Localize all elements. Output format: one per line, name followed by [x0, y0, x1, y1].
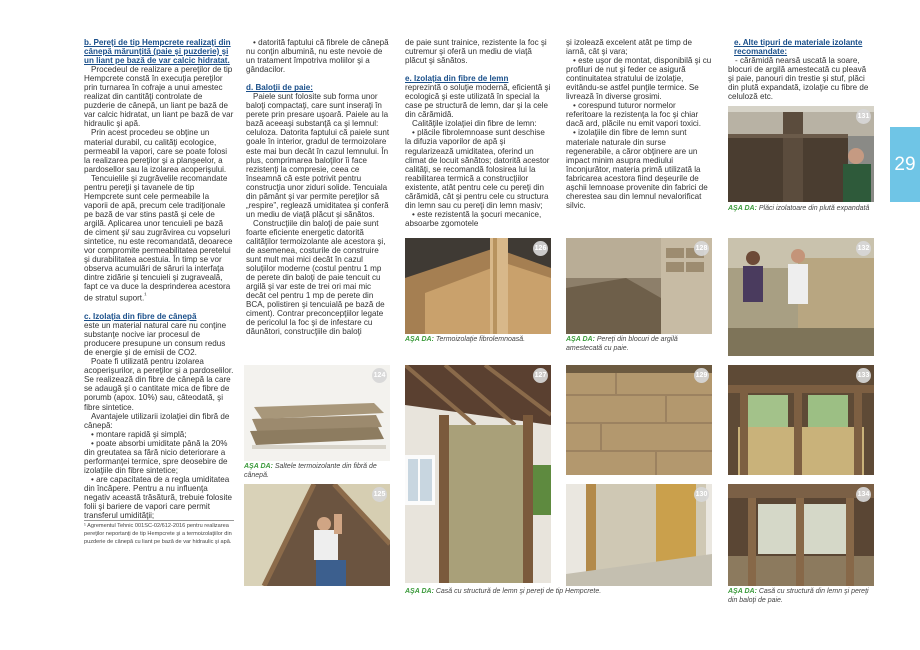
bullet-item: • montare rapidă şi simplă; — [91, 429, 187, 439]
installing-insulation-photo-image — [244, 484, 390, 586]
photo-hempcrete-texture — [566, 365, 712, 475]
footnote-marker: ¹ — [144, 292, 147, 300]
caption-label: AŞA DA: — [566, 336, 595, 343]
paragraph: Poate fi utilizată pentru izolarea acoperişurilor, a pereţilor şi a pardoselilor. Se realizează din fibre de cânepă la care se adaugă şi o cantitate mica de fibre de porumb (apox. 10%) sau, câteodată, şi fibre sintetice. — [84, 357, 234, 412]
photo-number-badge: 130 — [694, 487, 709, 502]
paragraph: este un material natural care nu conţine substanţe nocive iar procesul de producere presupune un consum redus de energie şi de emisii de CO2. — [84, 321, 227, 358]
caption-text: Casă cu structură de lemn şi pereţi de tip Hempcrete. — [435, 588, 602, 595]
caption-text: Plăci izolatoare din plută expandată — [758, 205, 870, 212]
heading-wood-fibre: e. Izolaţia din fibre de lemn — [405, 74, 509, 84]
caption-label: AŞA DA: — [728, 588, 757, 595]
bullet-item: • corespund tuturor normelor referitoare la rezistenţa la foc şi chiar dacă ard, plăcile nu emit vapori toxici. — [566, 101, 701, 129]
bullet-item: • izolaţiile din fibre de lemn sunt materiale naturale din surse regenerabile, a căror obţinere are un impact minim asupra mediului înconjurător, materia primă utilizată la fabricarea acestora fiind deşeurile de aşchii lemnoase provenite din fabrici de cherestea sau din lemnul nevalorificat silvic. — [566, 128, 708, 210]
paragraph-text: Tencuielile şi zugrăvelile recomandate pentru pereţii şi tavanele de tip Hempcrete sunt cele permeabile la vaporii de apă, precum cele tradiţionale pe bază de var stins pastă şi cele de argilă. Aplicarea unor tencuieli pe bază de ciment şi/ sau zugrăvirea cu vopseluri sintetice, nu este recomandată, deoarece vor compromite permeabilitatea peretelui şi durabilitatea acestuia. În timp se vor observa acumulări de săruri la interfaţa dintre zidărie şi tencuieli şi zugraveală, fapt ce va duce la desprinderea acestora de stratul suport. — [84, 173, 233, 303]
photo-straw-workers — [728, 238, 874, 356]
bullet-item: • este rezistentă la şocuri mecanice, absoarbe zgomotele — [405, 209, 542, 228]
text-column-2 — [246, 38, 392, 337]
heading-straw-bales: d. Baloţii de paie: — [246, 83, 314, 93]
photo-cork-insulation — [728, 106, 874, 202]
clay-blocks-photo-image — [566, 238, 712, 334]
heading-hempcrete: b. Pereţi de tip Hempcrete realizaţi din cânepă mărunţită (paie şi puzderie) şi un liant pe bază de var calcic hidratat. — [84, 38, 231, 66]
paragraph: şi izolează excelent atât pe timp de iarnă, cât şi vara; — [566, 38, 692, 57]
bullet-item: • are capacitatea de a regla umiditatea din încăpere. Pentru a nu influenţa negativ această trăsătură, trebuie folosite folii şi bariere de vapori care permit transferul umidităţii; — [84, 474, 233, 521]
bullet-item: • datorită faptului că fibrele de cânepă nu conţin albumină, nu este nevoie de un tratament împotriva moliilor şi a gândacilor. — [246, 38, 389, 75]
paragraph: de paie sunt trainice, rezistente la foc şi cutremur şi oferă un mediu de viaţă plăcut şi sănătos. — [405, 38, 547, 66]
photo-number-badge: 127 — [533, 368, 548, 383]
photo-number-badge: 129 — [694, 368, 709, 383]
caption-label: AŞA DA: — [405, 588, 434, 595]
photo-timber-straw-house — [728, 484, 874, 586]
page-number: 29 — [894, 153, 916, 175]
page-number-tab — [890, 127, 920, 202]
photo-timber-hempcrete — [566, 484, 712, 586]
heading-other-materials: e. Alte tipuri de materiale izolante recomandate: — [734, 38, 863, 57]
photo-number-badge: 125 — [372, 487, 387, 502]
photo-number-badge: 132 — [856, 241, 871, 256]
photo-number-badge: 128 — [694, 241, 709, 256]
paragraph: Paiele sunt folosite sub forma unor baloţi compactaţi, care sunt inseraţi în perete prin presare uşoară. Paiele au la bază aceeaşi substanţă ca şi lemnul: celuloza. Datorita faptului că paiele sunt goale în interior, gradul de termoizolare este mai bun decât în cazul lemnului. În plus, comprimarea baloţilor îi face rezistenţi la compresie, ceea ce înseamnă că este potrivit pentru construcţia unor ziduri solide. Tencuiala din pământ şi var permite pereţilor să „respire”, reglează umiditatea şi conferă un mediu de viaţă plăcut şi sănătos. — [246, 92, 390, 219]
footnote: ¹ Agrementul Tehnic 001SC-02/612-2016 pentru realizarea pereţilor neportanţi de tip Hempcrete şi a termoizolaţiilor din puzderie de cânepă cu liant pe bază de var hidraulic şi apă. — [84, 520, 234, 546]
photo-hempcrete-wall — [405, 365, 551, 583]
heading-hemp-fibre: c. Izolaţia din fibre de cânepă — [84, 312, 197, 322]
caption-text: Pereţi din blocuri de argilă amestecată cu paie. — [566, 336, 678, 352]
caption-label: AŞA DA: — [405, 336, 434, 343]
caption-label: AŞA DA: — [728, 205, 757, 212]
paragraph: Calităţile izolaţiei din fibre de lemn: — [412, 119, 537, 129]
text-column-5 — [728, 38, 874, 101]
hempcrete-wall-photo-image — [405, 365, 551, 583]
photo-wood-fibre — [405, 238, 551, 334]
photo-straw-bale-frame — [728, 365, 874, 475]
workers-photo-image — [728, 238, 874, 356]
paragraph — [84, 174, 234, 303]
caption-clay-blocks — [566, 336, 712, 353]
paragraph: Avantajele utilizarii izolaţiei din fibră de cânepă: — [84, 411, 230, 430]
photo-clay-blocks — [566, 238, 712, 334]
caption-timber-hempcrete — [405, 588, 715, 597]
bullet-item: • plăcile fibrolemnoase sunt deschise la difuzia vaporilor de apă şi regularizează umiditatea, oferind un climat de locuit sănătos; datorită acestor calităţi, se recomandă folosirea lui la reabilitarea termică a construcţiilor existente, atât pentru cele cu pereţi din cărămidă, cât şi pentru cele cu structura din lemn sau cu pereţi din lemn masiv; — [405, 128, 550, 210]
caption-wood-fibre — [405, 336, 551, 345]
paragraph: Procedeul de realizare a pereţilor de tip Hempcrete constă în execuţia pereţilor prin turnarea în cofraje a unui amestec realizat din cantităţi controlate de puzderie de cânepă, un liant pe bază de var calcic hidratat, un liant pe bază de var hidraulic şi apă. — [84, 65, 234, 129]
bullet-item: • este uşor de montat, disponibilă şi cu profiluri de nut şi feder ce asigură continuitatea stratului de izolaţie, evitându-se astfel punţile termice. Se livrează în diverse grosimi. — [566, 56, 712, 102]
paragraph: - cărămidă nearsă uscată la soare, blocuri de argilă amestecată cu pleavă şi paie, panouri din trestie şi stuf, plăci din plută expandată, izolaţie cu fibre de celuloză etc. — [728, 56, 869, 102]
caption-hemp-mats — [244, 463, 390, 480]
caption-text: Casă cu structură din lemn şi pereţi din baloţi de paie. — [728, 588, 869, 604]
hempcrete-texture-photo-image — [566, 365, 712, 475]
paragraph: Prin acest procedeu se obţine un material durabil, cu calităţi ecologice, permeabil la vapori, care se poate folosi la realizarea pereţilor şi a planşeelor, a pardosellor sau la izolarea acoperişului. — [84, 128, 228, 174]
photo-number-badge: 124 — [372, 368, 387, 383]
timber-hempcrete-photo-image — [566, 484, 712, 586]
paragraph: reprezintă o soluţie modernă, eficientă şi ecologică şi este utilizată în special la case pe structură de lemn, dar şi la cele din cărămidă. — [405, 83, 551, 120]
wood-fibre-photo-image — [405, 238, 551, 334]
caption-timber-straw — [728, 588, 874, 605]
straw-bale-frame-photo-image — [728, 365, 874, 475]
text-column-4 — [566, 38, 712, 210]
caption-cork — [728, 205, 874, 214]
text-column-3 — [405, 38, 551, 228]
photo-installing-insulation — [244, 484, 390, 586]
hemp-mats-photo-image — [244, 365, 390, 461]
photo-number-badge: 133 — [856, 368, 871, 383]
text-column-1 — [84, 38, 234, 547]
photo-number-badge: 126 — [533, 241, 548, 256]
caption-label: AŞA DA: — [244, 463, 273, 470]
timber-straw-house-photo-image — [728, 484, 874, 586]
photo-hemp-mats — [244, 365, 390, 461]
paragraph: Construcţiile din baloţi de paie sunt foarte eficiente energetic datorită calităţilor termoizolante ale acestora şi, de asemenea, costurile de construire sunt mult mai mici decât în cazul soluţiilor moderne (costul pentru 1 mp de perete din baloţi de paie tencuit cu argilă şi var este de trei ori mai mic decât cel pentru 1 mp de perete din BCA, polistiren şi tencuială pe bază de ciment). Contrar preconcepţiilor legate de pericolul la foc şi de infestare cu dăunători, construcţiile din baloţi — [246, 218, 386, 337]
bullet-item: • poate absorbi umiditate până la 20% din greutatea sa fără nicio deteriorare a performanţei termice, spre deosebire de izolaţiile din fibre sintetice; — [84, 438, 228, 475]
caption-text: Termoizolaţie fibrolemnoasă. — [435, 336, 526, 343]
photo-number-badge: 131 — [856, 109, 871, 124]
cork-photo-image — [728, 106, 874, 202]
caption-text: Saltele termoizolante din fibră de cânepă. — [244, 463, 377, 479]
photo-number-badge: 134 — [856, 487, 871, 502]
